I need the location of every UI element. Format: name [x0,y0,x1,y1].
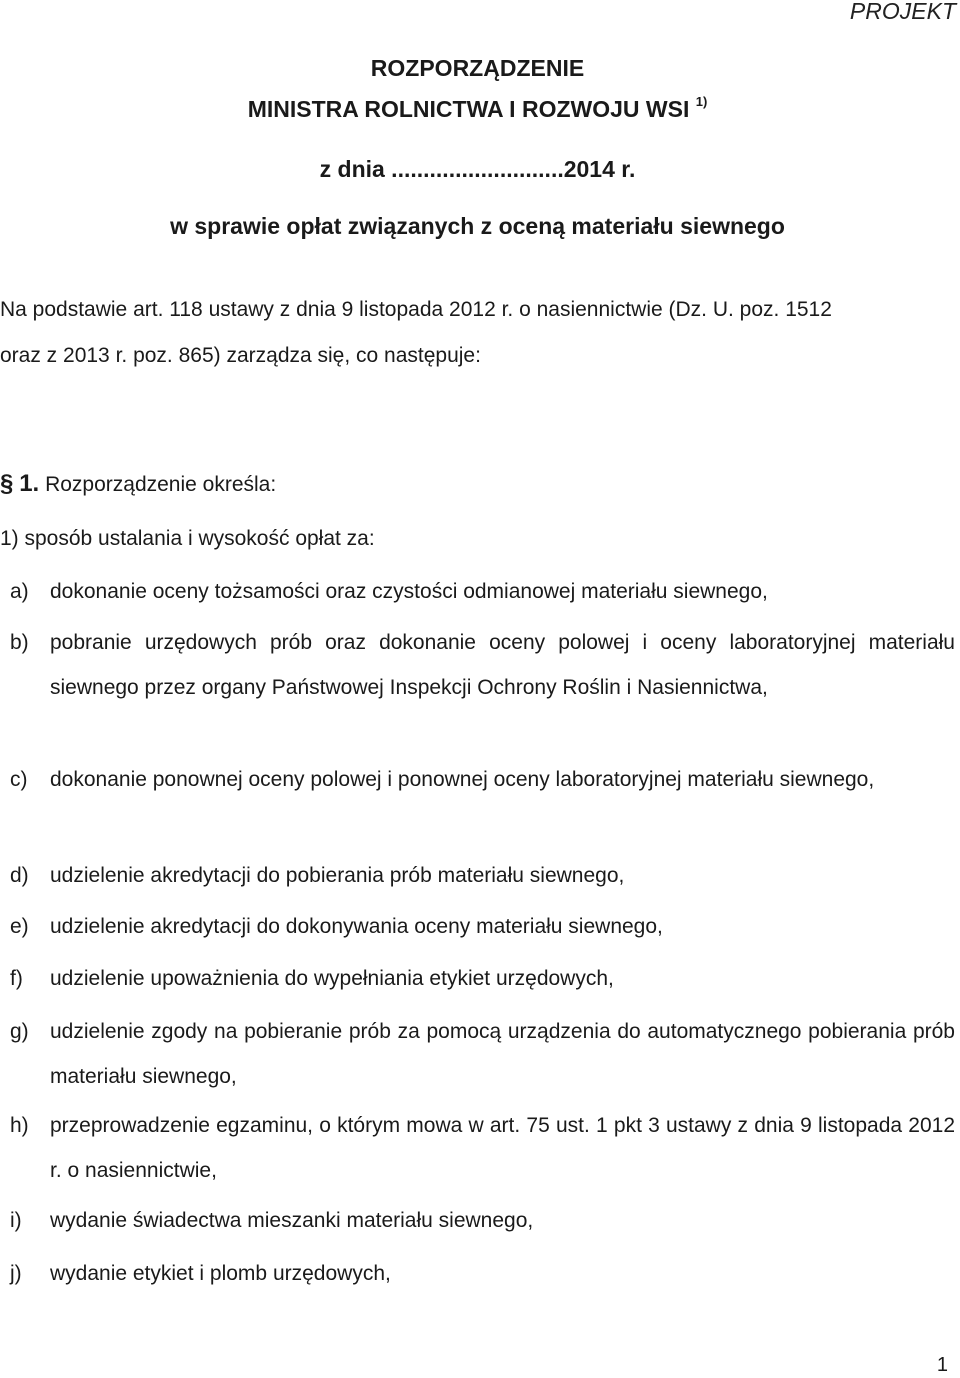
item-text: udzielenie akredytacji do pobierania prób materiału siewnego, [50,864,625,887]
item-label: e) [10,915,29,938]
footnote-marker: 1) [695,94,708,110]
item-text: udzielenie upoważnienia do wypełniania etykiet urzędowych, [50,967,614,990]
item-label: d) [10,864,29,887]
item-label: c) [10,768,28,791]
list-item [10,1251,955,1296]
page-number: 1 [936,1354,948,1376]
preamble-line-1: Na podstawie art. 118 ustawy z dnia 9 listopada 2012 r. o nasiennictwie (Dz. U. poz. 1512 [0,298,832,321]
section-sign: § [0,470,14,497]
list-item [10,569,955,614]
item-text: przeprowadzenie egzaminu, o którym mowa w art. 75 ust. 1 pkt 3 ustawy z dnia 9 listopada 2012 r. o nasiennictwie, [50,1114,955,1182]
issuing-authority-title [0,96,955,123]
list-item [10,1198,955,1243]
item-label: g) [10,1020,29,1043]
item-text: udzielenie akredytacji do dokonywania oceny materiału siewnego, [50,915,663,938]
document-status-label: PROJEKT [849,0,956,24]
item-label: h) [10,1114,29,1137]
date-line: z dnia ...........................2014 r. [319,156,636,182]
list-item [10,853,955,898]
item-label: f) [10,967,23,990]
preamble-line-2: oraz z 2013 r. poz. 865) zarządza się, co następuje: [0,344,481,367]
list-item [10,1103,955,1193]
item-label: b) [10,631,29,654]
section-1-heading [0,470,276,498]
point-1: 1) sposób ustalania i wysokość opłat za: [0,527,375,550]
list-item [10,1009,955,1099]
list-item [10,956,955,1001]
item-label: a) [10,580,29,603]
item-text: dokonanie oceny tożsamości oraz czystości odmianowej materiału siewnego, [50,580,768,603]
item-text: pobranie urzędowych prób oraz dokonanie oceny polowej i oceny laboratoryjnej materiału siewnego przez organy Państwowej Inspekcji Ochrony Roślin i Nasiennictwa, [50,631,955,699]
section-number: 1. [19,470,40,497]
list-item [10,904,955,949]
item-text: udzielenie zgody na pobieranie prób za pomocą urządzenia do automatycznego pobierania prób materiału siewnego, [50,1020,955,1088]
item-text: wydanie świadectwa mieszanki materiału siewnego, [50,1209,534,1232]
section-intro: Rozporządzenie określa: [45,473,277,496]
item-text: dokonanie ponownej oceny polowej i ponownej oceny laboratoryjnej materiału siewnego, [50,768,875,791]
item-label: i) [10,1209,22,1232]
issuing-authority-text: MINISTRA ROLNICTWA I ROZWOJU WSI [247,96,690,122]
item-label: j) [10,1262,22,1285]
item-text: wydanie etykiet i plomb urzędowych, [50,1262,391,1285]
list-item [10,757,955,802]
subject-line: w sprawie opłat związanych z oceną materiału siewnego [170,213,785,239]
list-item [10,620,955,710]
document-type-title: ROZPORZĄDZENIE [370,55,585,81]
